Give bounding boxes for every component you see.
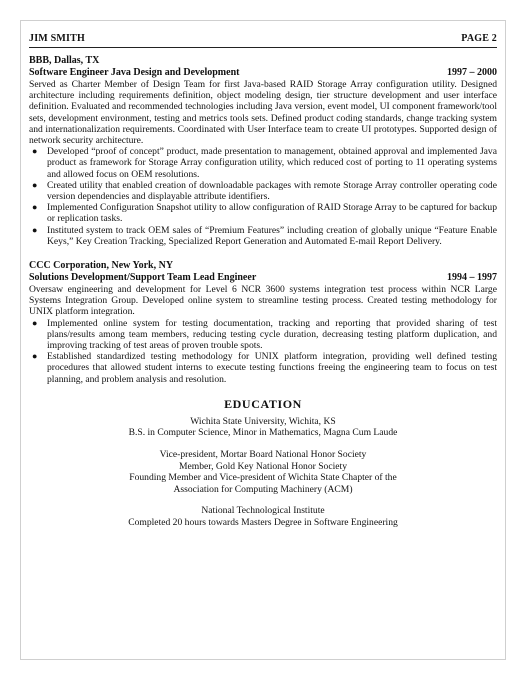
experience-entry-bbb [29,55,497,247]
education-line: Founding Member and Vice-president of Wichita State Chapter of the [129,472,397,484]
honors-block [29,449,497,495]
list-item [29,225,497,247]
role-title: Software Engineer Java Design and Development [29,67,240,78]
header-name: JIM SMITH [29,33,85,44]
bullet-icon: ● [32,224,38,235]
education-line: Completed 20 hours towards Masters Degree in Software Engineering [128,517,398,529]
education-block [29,416,497,439]
list-item [29,202,497,224]
list-item [29,351,497,385]
graduate-block [29,505,497,528]
achievement-list [29,318,497,385]
education-line: Association for Computing Machinery (ACM) [173,483,353,495]
bullet-icon: ● [32,179,38,190]
achievement-list [29,146,497,247]
role-title: Solutions Development/Support Team Lead Engineer [29,272,257,284]
role-dates: 1994 – 1997 [447,272,497,284]
bullet-icon: ● [32,351,38,362]
bullet-text: Developed “proof of concept” product, made presentation to management, obtained approval and implemented Java product as framework for Storage Array configuration utility, which reduced cost of porting to 11 operating systems and allowed focus on OEM resolutions. [47,146,497,180]
role-description: Oversaw engineering and development for Level 6 NCR 3600 systems integration test process within NCR Large Systems Integration Group. Developed online system to streamline testing process. Created testing methodology for UNIX platform integration. [29,284,497,318]
bullet-text: Implemented Configuration Snapshot utility to allow configuration of RAID Storage Array to be captured for backup or replication tasks. [47,202,498,225]
bullet-text: Instituted system to track OEM sales of “Premium Features” including creation of globally unique “Feature Enable Keys,” Key Creation Tracking, Specialized Report Generation and Automated E-mail Report Delivery. [47,224,497,247]
company-name: BBB, Dallas, TX [29,55,100,66]
bullet-text: Established standardized testing methodology for UNIX platform integration, providing well defined testing procedures that allowed student interns to execute testing functions freeing the engineering team to focus on test planning, and problem analysis and resolution. [47,351,497,385]
resume-page [20,20,506,660]
bullet-icon: ● [32,146,38,157]
list-item [29,180,497,202]
experience-entry-ccc [29,260,497,385]
bullet-icon: ● [32,317,38,328]
bullet-text: Implemented online system for testing documentation, tracking and reporting that provided sharing of test plans/results among team members, reducing testing cycle duration, decreasing testing platform duplication, and improving tracking of test areas of proven trouble spots. [47,317,497,352]
company-name: CCC Corporation, New York, NY [29,260,174,272]
role-description: Served as Charter Member of Design Team for first Java-based RAID Storage Array configuration utility. Designed architecture including requirements definition, object modeling design, tier structure development and user interface definition. Evaluated and recommended technologies including Java version, event model, UI component framework/tool sets, development environment, testing and metrics tools sets. Defined product coding standards, change tracking system and internationalization requirements. Coordinated with User Interface team to create UI prototypes. Supported design of network security architecture. [29,79,497,147]
header-page-number: PAGE 2 [461,33,497,44]
bullet-icon: ● [32,202,38,213]
education-line: Vice-president, Mortar Board National Honor Society [159,449,367,461]
list-item [29,146,497,180]
role-row [29,67,497,79]
bullet-text: Created utility that enabled creation of downloadable packages with remote Storage Array controller operating code version dependencies and displayable attribute identifiers. [47,179,497,203]
education-line: Wichita State University, Wichita, KS [190,415,336,427]
education-line: Member, Gold Key National Honor Society [178,460,347,472]
role-dates: 1997 – 2000 [447,67,497,78]
role-row [29,272,497,284]
page-header [29,33,497,48]
education-line: National Technological Institute [201,505,325,517]
education-line: B.S. in Computer Science, Minor in Mathematics, Magna Cum Laude [128,427,398,439]
list-item [29,318,497,352]
education-heading: EDUCATION [224,396,302,411]
page-content [29,33,497,529]
